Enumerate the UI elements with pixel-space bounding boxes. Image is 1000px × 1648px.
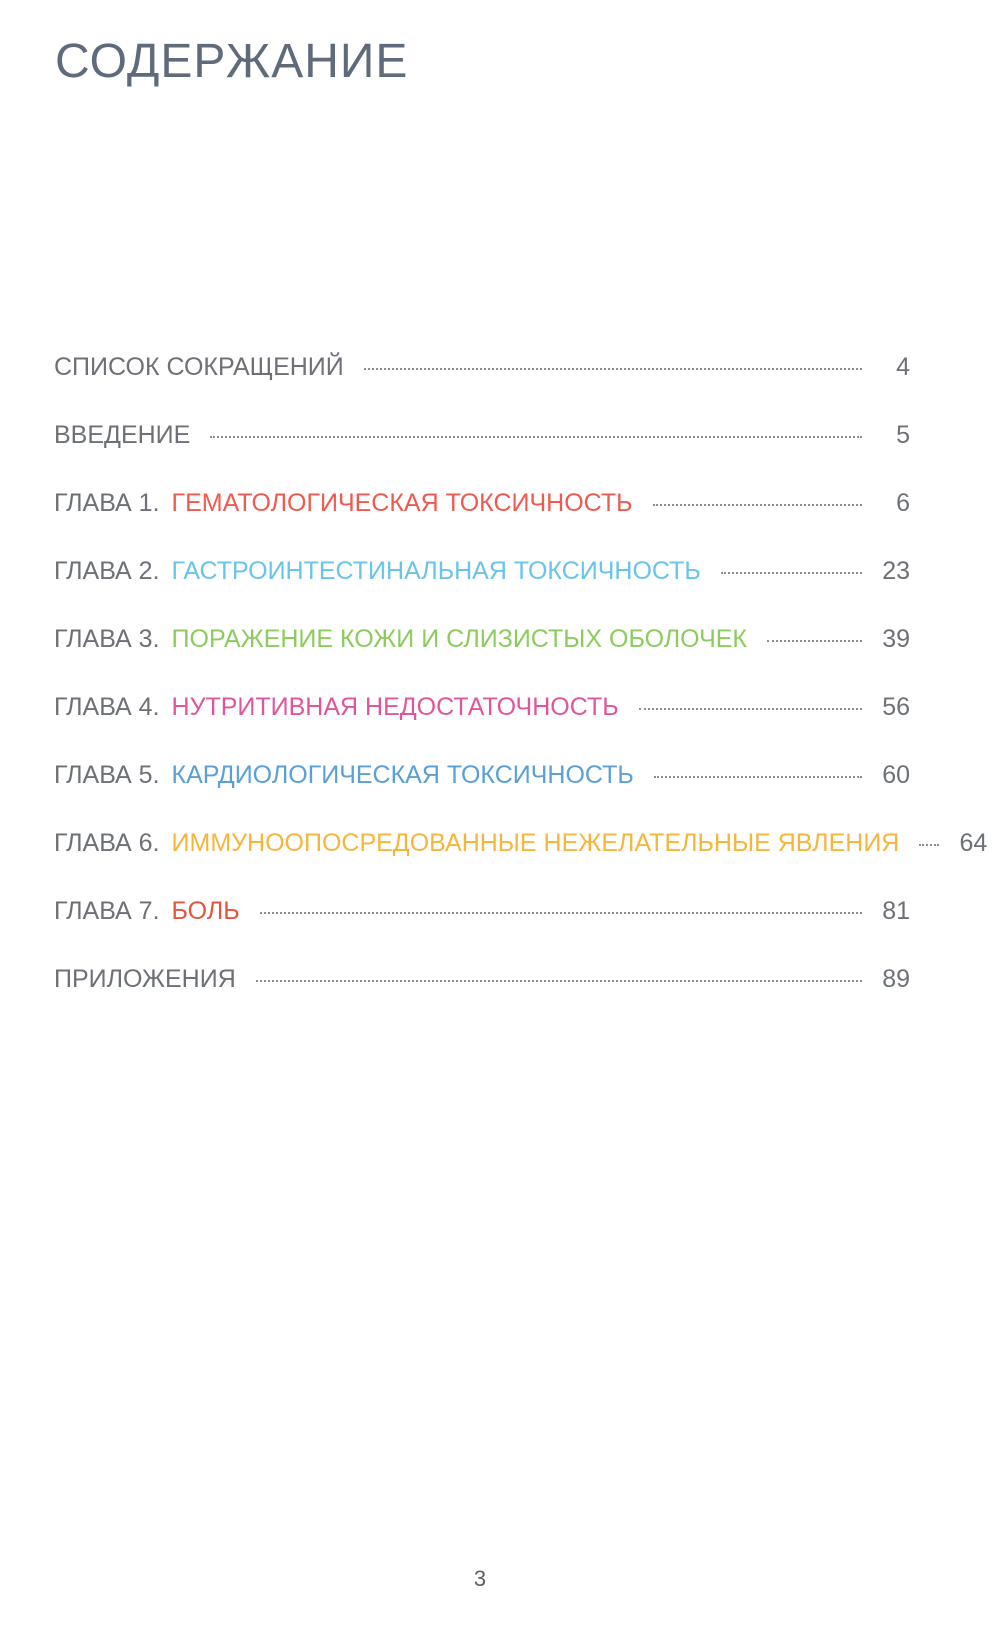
toc-entry[interactable] — [54, 760, 910, 828]
toc-entry-page: 64 — [959, 829, 988, 857]
toc-entry-page: 56 — [882, 693, 910, 721]
toc-entry[interactable] — [54, 964, 910, 1032]
toc-dot-leader — [721, 572, 862, 574]
toc-entry-chapter-title: ИММУНООПОСРЕДОВАННЫЕ НЕЖЕЛАТЕЛЬНЫЕ ЯВЛЕНИЯ — [171, 829, 900, 857]
toc-entry-label: ПРИЛОЖЕНИЯ — [54, 965, 236, 993]
toc-entry-page: 81 — [882, 897, 910, 925]
toc-entry[interactable] — [54, 624, 910, 692]
toc-entry[interactable] — [54, 556, 910, 624]
toc-dot-leader — [256, 980, 862, 982]
toc-entry-page: 39 — [882, 625, 910, 653]
toc-entry-label: ГЛАВА 6. — [54, 829, 160, 857]
toc-entry-chapter-title: БОЛЬ — [171, 897, 240, 925]
toc-entry-page: 6 — [896, 489, 910, 517]
toc-entry-page: 60 — [882, 761, 910, 789]
toc-dot-leader — [639, 708, 862, 710]
toc-entry-label: ГЛАВА 4. — [54, 693, 160, 721]
toc-entry[interactable] — [54, 352, 910, 420]
toc-entry-label: ГЛАВА 3. — [54, 625, 160, 653]
toc-entry-chapter-title: ГЕМАТОЛОГИЧЕСКАЯ ТОКСИЧНОСТЬ — [171, 489, 633, 517]
toc-entry-page: 89 — [882, 965, 910, 993]
toc-dot-leader — [767, 640, 862, 642]
toc-entry-label: ГЛАВА 5. — [54, 761, 160, 789]
toc-entry-page: 5 — [896, 421, 910, 449]
toc-dot-leader — [260, 912, 862, 914]
toc-entry[interactable] — [54, 488, 910, 556]
toc-entry[interactable] — [54, 692, 910, 760]
toc-entry-chapter-title: ПОРАЖЕНИЕ КОЖИ И СЛИЗИСТЫХ ОБОЛОЧЕК — [171, 625, 747, 653]
toc-entry-page: 23 — [882, 557, 910, 585]
toc-entry-label: ГЛАВА 1. — [54, 489, 160, 517]
toc-entry-chapter-title: ГАСТРОИНТЕСТИНАЛЬНАЯ ТОКСИЧНОСТЬ — [171, 557, 701, 585]
toc-entry-label: ВВЕДЕНИЕ — [54, 421, 191, 449]
toc-dot-leader — [210, 436, 862, 438]
toc-entry-page: 4 — [896, 353, 910, 381]
toc-entry-chapter-title: КАРДИОЛОГИЧЕСКАЯ ТОКСИЧНОСТЬ — [171, 761, 634, 789]
toc-dot-leader — [654, 776, 862, 778]
table-of-contents — [54, 352, 988, 1032]
page-title: СОДЕРЖАНИЕ — [55, 35, 409, 88]
toc-entry-label: ГЛАВА 2. — [54, 557, 160, 585]
toc-entry[interactable] — [54, 420, 910, 488]
toc-entry-label: СПИСОК СОКРАЩЕНИЙ — [54, 353, 344, 381]
toc-entry-chapter-title: НУТРИТИВНАЯ НЕДОСТАТОЧНОСТЬ — [171, 693, 619, 721]
toc-entry[interactable] — [54, 828, 988, 896]
toc-dot-leader — [364, 368, 862, 370]
toc-entry-label: ГЛАВА 7. — [54, 897, 160, 925]
toc-dot-leader — [919, 844, 939, 846]
toc-dot-leader — [653, 504, 862, 506]
toc-entry[interactable] — [54, 896, 910, 964]
page-number: 3 — [473, 1566, 487, 1591]
